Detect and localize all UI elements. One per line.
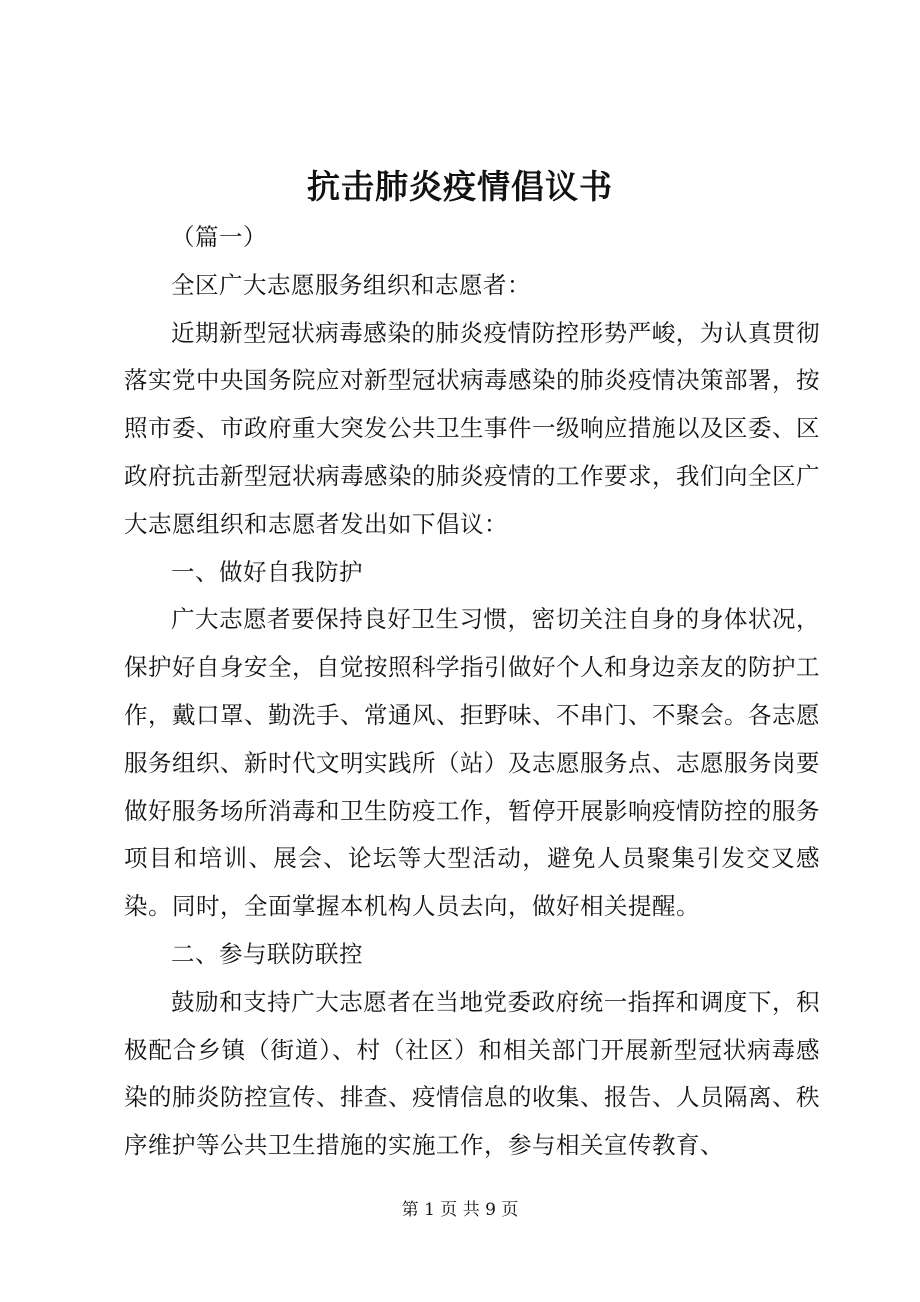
document-title: 抗击肺炎疫情倡议书 bbox=[307, 167, 613, 206]
page-number-footer: 第 1 页 共 9 页 bbox=[401, 1200, 519, 1220]
document-body bbox=[124, 214, 820, 1170]
section-heading-2: 二、参与联防联控 bbox=[171, 939, 363, 968]
salutation: 全区广大志愿服务组织和志愿者： bbox=[171, 270, 531, 299]
section-heading-1: 一、做好自我防护 bbox=[171, 557, 363, 586]
section-paragraph-2: 鼓励和支持广大志愿者在当地党委政府统一指挥和调度下，积极配合乡镇（街道）、村（社区）和相关部门开展新型冠状病毒感染的肺炎防控宣传、排查、疫情信息的收集、报告、人员隔离、秩序维护等公共卫生措施的实施工作，参与相关宣传教育、 bbox=[124, 987, 820, 1160]
intro-paragraph: 近期新型冠状病毒感染的肺炎疫情防控形势严峻，为认真贯彻落实党中央国务院应对新型冠状病毒感染的肺炎疫情决策部署，按照市委、市政府重大突发公共卫生事件一级响应措施以及区委、区政府抗击新型冠状病毒感染的肺炎疫情的工作要求，我们向全区广大志愿组织和志愿者发出如下倡议： bbox=[124, 318, 820, 538]
section-label: （篇一） bbox=[171, 223, 267, 251]
section-paragraph-1: 广大志愿者要保持良好卫生习惯，密切关注自身的身体状况，保护好自身安全，自觉按照科学指引做好个人和身边亲友的防护工作，戴口罩、勤洗手、常通风、拒野味、不串门、不聚会。各志愿服务组织、新时代文明实践所（站）及志愿服务点、志愿服务岗要做好服务场所消毒和卫生防疫工作，暂停开展影响疫情防控的服务项目和培训、展会、论坛等大型活动，避免人员聚集引发交叉感染。同时，全面掌握本机构人员去向，做好相关提醒。 bbox=[124, 605, 820, 921]
